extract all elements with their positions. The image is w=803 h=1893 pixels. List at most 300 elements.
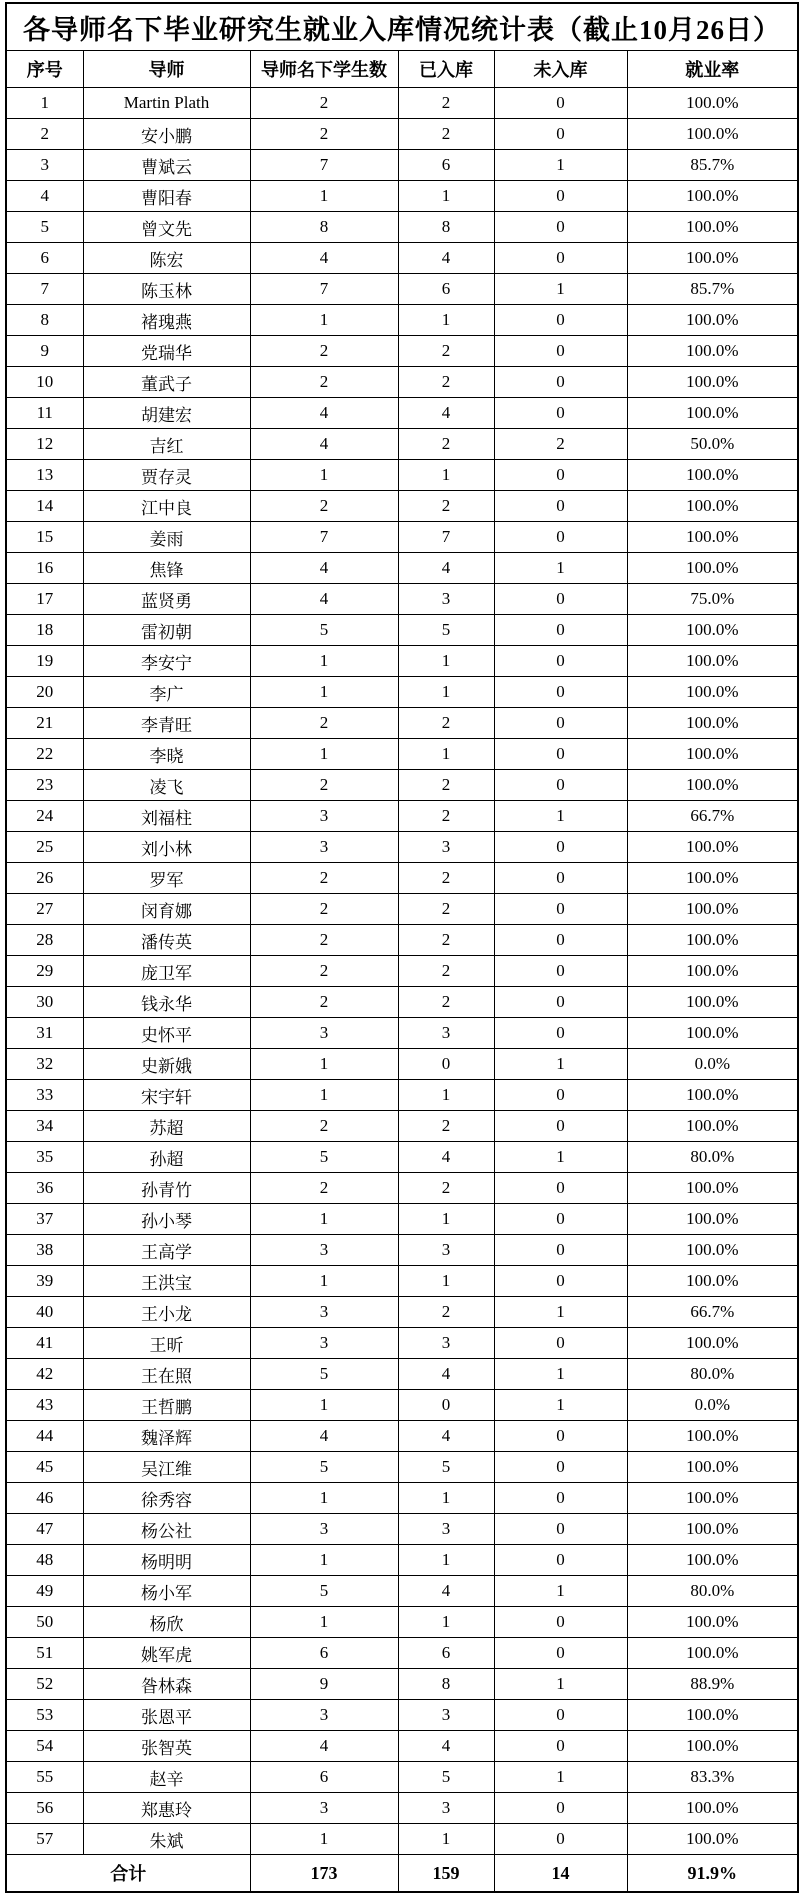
table-row [6, 274, 798, 305]
cell-entered: 3 [398, 1328, 494, 1359]
cell-students: 2 [250, 367, 398, 398]
cell-entered: 3 [398, 1018, 494, 1049]
cell-seq: 37 [6, 1204, 83, 1235]
cell-rate: 100.0% [627, 1452, 798, 1483]
table-row [6, 1080, 798, 1111]
cell-not-entered: 0 [494, 770, 627, 801]
cell-students: 5 [250, 1452, 398, 1483]
table-row [6, 1700, 798, 1731]
cell-supervisor: 凌飞 [83, 770, 250, 801]
cell-not-entered: 0 [494, 119, 627, 150]
cell-students: 1 [250, 1266, 398, 1297]
cell-seq: 42 [6, 1359, 83, 1390]
cell-entered: 2 [398, 956, 494, 987]
cell-rate: 100.0% [627, 1018, 798, 1049]
cell-rate: 85.7% [627, 274, 798, 305]
cell-seq: 10 [6, 367, 83, 398]
cell-entered: 4 [398, 398, 494, 429]
table-row [6, 987, 798, 1018]
cell-rate: 0.0% [627, 1390, 798, 1421]
cell-supervisor: 吴江维 [83, 1452, 250, 1483]
cell-supervisor: 陈玉林 [83, 274, 250, 305]
cell-seq: 14 [6, 491, 83, 522]
column-header-supervisor: 导师 [83, 51, 250, 88]
cell-not-entered: 0 [494, 1793, 627, 1824]
cell-not-entered: 0 [494, 1235, 627, 1266]
cell-entered: 1 [398, 1545, 494, 1576]
table-row [6, 88, 798, 119]
table-row [6, 181, 798, 212]
cell-students: 1 [250, 1080, 398, 1111]
table-row [6, 1762, 798, 1793]
cell-students: 3 [250, 1793, 398, 1824]
column-header-entered: 已入库 [398, 51, 494, 88]
cell-supervisor: 江中良 [83, 491, 250, 522]
cell-not-entered: 0 [494, 1328, 627, 1359]
table-row [6, 1669, 798, 1700]
cell-not-entered: 1 [494, 553, 627, 584]
table-row [6, 1173, 798, 1204]
cell-entered: 3 [398, 1793, 494, 1824]
cell-not-entered: 2 [494, 429, 627, 460]
cell-entered: 2 [398, 367, 494, 398]
cell-rate: 100.0% [627, 739, 798, 770]
cell-not-entered: 1 [494, 1669, 627, 1700]
cell-supervisor: 张智英 [83, 1731, 250, 1762]
cell-students: 1 [250, 1824, 398, 1855]
cell-rate: 100.0% [627, 553, 798, 584]
cell-rate: 100.0% [627, 367, 798, 398]
cell-students: 2 [250, 1111, 398, 1142]
table-row [6, 1607, 798, 1638]
cell-entered: 1 [398, 1080, 494, 1111]
cell-entered: 3 [398, 1235, 494, 1266]
cell-not-entered: 0 [494, 1204, 627, 1235]
cell-entered: 1 [398, 1607, 494, 1638]
cell-entered: 1 [398, 305, 494, 336]
cell-entered: 3 [398, 1700, 494, 1731]
cell-supervisor: 潘传英 [83, 925, 250, 956]
table-row [6, 1793, 798, 1824]
table-row [6, 212, 798, 243]
cell-seq: 17 [6, 584, 83, 615]
page-title: 各导师名下毕业研究生就业入库情况统计表（截止10月26日） [6, 3, 798, 51]
cell-students: 3 [250, 1297, 398, 1328]
cell-supervisor: 蓝贤勇 [83, 584, 250, 615]
cell-not-entered: 0 [494, 1111, 627, 1142]
cell-not-entered: 0 [494, 1173, 627, 1204]
cell-rate: 100.0% [627, 894, 798, 925]
cell-not-entered: 0 [494, 615, 627, 646]
cell-seq: 6 [6, 243, 83, 274]
cell-students: 3 [250, 1018, 398, 1049]
cell-supervisor: 董武子 [83, 367, 250, 398]
cell-not-entered: 0 [494, 894, 627, 925]
table-row [6, 460, 798, 491]
table-row [6, 1235, 798, 1266]
cell-entered: 8 [398, 212, 494, 243]
cell-students: 4 [250, 553, 398, 584]
cell-supervisor: 焦锋 [83, 553, 250, 584]
cell-students: 1 [250, 1483, 398, 1514]
cell-supervisor: 王哲鹏 [83, 1390, 250, 1421]
table-row [6, 336, 798, 367]
cell-supervisor: 曹斌云 [83, 150, 250, 181]
cell-supervisor: 李青旺 [83, 708, 250, 739]
table-row [6, 1204, 798, 1235]
table-row [6, 1452, 798, 1483]
cell-not-entered: 0 [494, 181, 627, 212]
cell-seq: 33 [6, 1080, 83, 1111]
cell-not-entered: 0 [494, 1514, 627, 1545]
cell-students: 2 [250, 863, 398, 894]
cell-rate: 83.3% [627, 1762, 798, 1793]
cell-entered: 3 [398, 1514, 494, 1545]
cell-rate: 0.0% [627, 1049, 798, 1080]
cell-rate: 100.0% [627, 181, 798, 212]
cell-rate: 80.0% [627, 1576, 798, 1607]
cell-students: 4 [250, 1731, 398, 1762]
table-row [6, 832, 798, 863]
cell-not-entered: 1 [494, 1576, 627, 1607]
cell-rate: 88.9% [627, 1669, 798, 1700]
cell-supervisor: 昝林森 [83, 1669, 250, 1700]
cell-entered: 7 [398, 522, 494, 553]
table-row [6, 1297, 798, 1328]
column-header-rate: 就业率 [627, 51, 798, 88]
cell-students: 1 [250, 646, 398, 677]
cell-entered: 2 [398, 336, 494, 367]
cell-supervisor: 苏超 [83, 1111, 250, 1142]
cell-supervisor: 魏泽辉 [83, 1421, 250, 1452]
cell-rate: 100.0% [627, 615, 798, 646]
cell-rate: 100.0% [627, 1607, 798, 1638]
cell-students: 1 [250, 1204, 398, 1235]
cell-not-entered: 0 [494, 212, 627, 243]
cell-seq: 40 [6, 1297, 83, 1328]
cell-entered: 4 [398, 553, 494, 584]
cell-not-entered: 0 [494, 243, 627, 274]
cell-seq: 12 [6, 429, 83, 460]
table-row [6, 1483, 798, 1514]
cell-seq: 38 [6, 1235, 83, 1266]
cell-seq: 3 [6, 150, 83, 181]
cell-seq: 35 [6, 1142, 83, 1173]
table-row [6, 584, 798, 615]
cell-rate: 100.0% [627, 398, 798, 429]
cell-students: 1 [250, 739, 398, 770]
cell-not-entered: 0 [494, 491, 627, 522]
table-row [6, 739, 798, 770]
cell-entered: 2 [398, 1173, 494, 1204]
cell-rate: 100.0% [627, 1080, 798, 1111]
cell-rate: 100.0% [627, 1700, 798, 1731]
cell-entered: 1 [398, 646, 494, 677]
cell-entered: 2 [398, 88, 494, 119]
cell-rate: 100.0% [627, 708, 798, 739]
cell-supervisor: 史怀平 [83, 1018, 250, 1049]
cell-rate: 100.0% [627, 119, 798, 150]
cell-seq: 4 [6, 181, 83, 212]
cell-supervisor: 朱斌 [83, 1824, 250, 1855]
title-row [6, 3, 798, 51]
cell-rate: 100.0% [627, 212, 798, 243]
cell-supervisor: 刘小林 [83, 832, 250, 863]
cell-entered: 0 [398, 1390, 494, 1421]
cell-seq: 8 [6, 305, 83, 336]
cell-seq: 52 [6, 1669, 83, 1700]
table-row [6, 491, 798, 522]
cell-not-entered: 0 [494, 1483, 627, 1514]
table-row [6, 925, 798, 956]
cell-students: 9 [250, 1669, 398, 1700]
cell-entered: 4 [398, 1359, 494, 1390]
cell-entered: 1 [398, 677, 494, 708]
cell-not-entered: 0 [494, 460, 627, 491]
table-row [6, 367, 798, 398]
table-row [6, 150, 798, 181]
cell-students: 2 [250, 491, 398, 522]
cell-students: 2 [250, 1173, 398, 1204]
cell-seq: 48 [6, 1545, 83, 1576]
cell-rate: 100.0% [627, 1421, 798, 1452]
cell-rate: 50.0% [627, 429, 798, 460]
cell-not-entered: 1 [494, 1390, 627, 1421]
cell-not-entered: 0 [494, 1731, 627, 1762]
cell-students: 2 [250, 88, 398, 119]
table-body [6, 88, 798, 1855]
table-row [6, 1390, 798, 1421]
cell-not-entered: 0 [494, 88, 627, 119]
total-not-entered: 14 [494, 1855, 627, 1893]
cell-seq: 13 [6, 460, 83, 491]
table-row [6, 119, 798, 150]
cell-students: 5 [250, 1359, 398, 1390]
cell-seq: 57 [6, 1824, 83, 1855]
cell-rate: 100.0% [627, 863, 798, 894]
cell-supervisor: 宋宇轩 [83, 1080, 250, 1111]
table-row [6, 863, 798, 894]
cell-entered: 1 [398, 1824, 494, 1855]
cell-students: 2 [250, 336, 398, 367]
table-row [6, 708, 798, 739]
cell-supervisor: 郑惠玲 [83, 1793, 250, 1824]
cell-rate: 100.0% [627, 336, 798, 367]
cell-seq: 41 [6, 1328, 83, 1359]
cell-rate: 100.0% [627, 1483, 798, 1514]
cell-entered: 6 [398, 274, 494, 305]
cell-students: 5 [250, 1142, 398, 1173]
cell-students: 1 [250, 677, 398, 708]
table-row [6, 1359, 798, 1390]
cell-students: 8 [250, 212, 398, 243]
cell-supervisor: Martin Plath [83, 88, 250, 119]
cell-seq: 31 [6, 1018, 83, 1049]
table-row [6, 1638, 798, 1669]
cell-supervisor: 杨明明 [83, 1545, 250, 1576]
cell-seq: 21 [6, 708, 83, 739]
cell-not-entered: 1 [494, 1762, 627, 1793]
cell-not-entered: 0 [494, 987, 627, 1018]
cell-rate: 100.0% [627, 1266, 798, 1297]
cell-seq: 49 [6, 1576, 83, 1607]
cell-entered: 1 [398, 739, 494, 770]
table-row [6, 1824, 798, 1855]
cell-not-entered: 0 [494, 832, 627, 863]
cell-not-entered: 1 [494, 1359, 627, 1390]
cell-entered: 1 [398, 1204, 494, 1235]
cell-not-entered: 0 [494, 1700, 627, 1731]
table-row [6, 1545, 798, 1576]
table-row [6, 1576, 798, 1607]
table-row [6, 522, 798, 553]
total-rate: 91.9% [627, 1855, 798, 1893]
cell-entered: 2 [398, 429, 494, 460]
table-row [6, 1142, 798, 1173]
table-row [6, 956, 798, 987]
table-row [6, 1049, 798, 1080]
cell-entered: 2 [398, 801, 494, 832]
cell-students: 6 [250, 1638, 398, 1669]
table-row [6, 646, 798, 677]
cell-students: 2 [250, 770, 398, 801]
cell-seq: 44 [6, 1421, 83, 1452]
cell-seq: 27 [6, 894, 83, 925]
cell-seq: 24 [6, 801, 83, 832]
table-row [6, 1266, 798, 1297]
cell-seq: 32 [6, 1049, 83, 1080]
cell-rate: 100.0% [627, 677, 798, 708]
cell-rate: 100.0% [627, 491, 798, 522]
cell-not-entered: 1 [494, 150, 627, 181]
cell-not-entered: 0 [494, 1421, 627, 1452]
cell-entered: 4 [398, 1731, 494, 1762]
cell-not-entered: 0 [494, 1452, 627, 1483]
cell-rate: 100.0% [627, 1731, 798, 1762]
cell-rate: 100.0% [627, 956, 798, 987]
cell-entered: 2 [398, 863, 494, 894]
cell-supervisor: 党瑞华 [83, 336, 250, 367]
cell-supervisor: 庞卫军 [83, 956, 250, 987]
cell-entered: 2 [398, 987, 494, 1018]
table-row [6, 1514, 798, 1545]
cell-entered: 1 [398, 1266, 494, 1297]
cell-rate: 100.0% [627, 305, 798, 336]
cell-rate: 100.0% [627, 1545, 798, 1576]
cell-students: 1 [250, 1390, 398, 1421]
cell-supervisor: 徐秀容 [83, 1483, 250, 1514]
cell-supervisor: 王昕 [83, 1328, 250, 1359]
cell-entered: 2 [398, 708, 494, 739]
table-row [6, 1018, 798, 1049]
cell-seq: 39 [6, 1266, 83, 1297]
cell-supervisor: 王小龙 [83, 1297, 250, 1328]
cell-seq: 11 [6, 398, 83, 429]
cell-seq: 34 [6, 1111, 83, 1142]
cell-supervisor: 罗军 [83, 863, 250, 894]
cell-not-entered: 0 [494, 739, 627, 770]
table-row [6, 305, 798, 336]
cell-supervisor: 李安宁 [83, 646, 250, 677]
cell-rate: 80.0% [627, 1142, 798, 1173]
cell-not-entered: 0 [494, 522, 627, 553]
cell-rate: 100.0% [627, 1824, 798, 1855]
cell-entered: 2 [398, 1111, 494, 1142]
cell-not-entered: 0 [494, 1018, 627, 1049]
cell-students: 7 [250, 274, 398, 305]
cell-entered: 4 [398, 1576, 494, 1607]
cell-rate: 100.0% [627, 646, 798, 677]
cell-seq: 5 [6, 212, 83, 243]
cell-seq: 36 [6, 1173, 83, 1204]
cell-students: 4 [250, 1421, 398, 1452]
cell-seq: 56 [6, 1793, 83, 1824]
cell-rate: 100.0% [627, 1235, 798, 1266]
cell-seq: 19 [6, 646, 83, 677]
table-row [6, 553, 798, 584]
header-row [6, 51, 798, 88]
cell-not-entered: 0 [494, 305, 627, 336]
cell-students: 1 [250, 460, 398, 491]
cell-rate: 100.0% [627, 925, 798, 956]
cell-supervisor: 姚军虎 [83, 1638, 250, 1669]
column-header-seq: 序号 [6, 51, 83, 88]
cell-rate: 66.7% [627, 1297, 798, 1328]
employment-stat-table [5, 2, 799, 1893]
table-row [6, 894, 798, 925]
cell-not-entered: 0 [494, 1638, 627, 1669]
cell-supervisor: 贾存灵 [83, 460, 250, 491]
cell-supervisor: 王在照 [83, 1359, 250, 1390]
cell-seq: 26 [6, 863, 83, 894]
cell-seq: 23 [6, 770, 83, 801]
cell-students: 4 [250, 429, 398, 460]
table-row [6, 243, 798, 274]
cell-entered: 0 [398, 1049, 494, 1080]
cell-entered: 4 [398, 1142, 494, 1173]
cell-supervisor: 姜雨 [83, 522, 250, 553]
cell-seq: 47 [6, 1514, 83, 1545]
cell-seq: 43 [6, 1390, 83, 1421]
cell-rate: 100.0% [627, 460, 798, 491]
cell-not-entered: 0 [494, 1607, 627, 1638]
cell-seq: 22 [6, 739, 83, 770]
cell-seq: 18 [6, 615, 83, 646]
cell-not-entered: 0 [494, 708, 627, 739]
cell-supervisor: 孙青竹 [83, 1173, 250, 1204]
cell-students: 5 [250, 615, 398, 646]
cell-seq: 2 [6, 119, 83, 150]
table-row [6, 1328, 798, 1359]
cell-supervisor: 张恩平 [83, 1700, 250, 1731]
cell-supervisor: 褚瑰燕 [83, 305, 250, 336]
cell-not-entered: 0 [494, 367, 627, 398]
cell-rate: 80.0% [627, 1359, 798, 1390]
cell-seq: 45 [6, 1452, 83, 1483]
cell-seq: 28 [6, 925, 83, 956]
cell-not-entered: 1 [494, 1297, 627, 1328]
cell-seq: 7 [6, 274, 83, 305]
cell-supervisor: 杨欣 [83, 1607, 250, 1638]
cell-supervisor: 安小鹏 [83, 119, 250, 150]
cell-students: 2 [250, 987, 398, 1018]
cell-entered: 8 [398, 1669, 494, 1700]
cell-entered: 1 [398, 181, 494, 212]
cell-supervisor: 孙超 [83, 1142, 250, 1173]
cell-entered: 5 [398, 615, 494, 646]
cell-students: 2 [250, 119, 398, 150]
cell-entered: 3 [398, 832, 494, 863]
